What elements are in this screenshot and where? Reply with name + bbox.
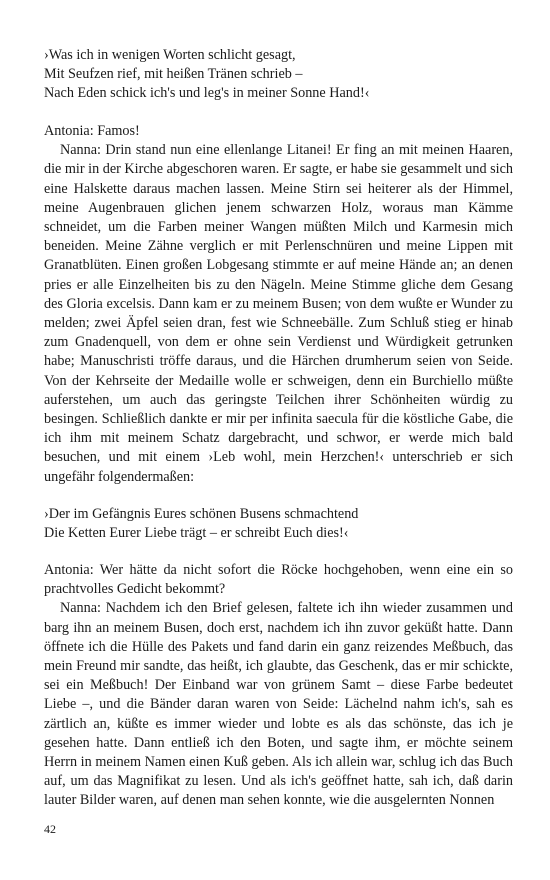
- verse-quote: [44, 505, 514, 543]
- paragraph-nanna: Nanna: Nachdem ich den Brief gelesen, faltete ich ihn wieder zusammen und barg ihn an meinem Busen, doch erst, nachdem ich ihn zuvor geküßt hatte. Dann öffnete ich die Hülle des Pakets und fand darin ein ganz reizendes Meßbuch, das mein Freund mir sandte, das heißt, ich glaubte, das Geschenk, das er mir schickte, sei ein Meßbuch! Der Einband war von grünem Samt – diese Farbe bedeutet Liebe –, und die Bänder daran waren von Seide: Lächelnd nahm ich's, sah es zärtlich an, küßte es immer wieder und lobte es als das schönste, das ich je gesehen hatte. Dann entließ ich den Boten, und sagte ihm, er möchte seinem Herrn in meinem Namen einen Kuß geben. Als ich allein war, schlug ich das Buch auf, um das Magnifikat zu lesen. Und als ich's geöffnet hatte, sah ich, daß darin lauter Bilder waren, auf denen man sehen konnte, wie die ausgelernten Nonnen: [44, 600, 513, 809]
- verse-line: Nach Eden schick ich's und leg's in meiner Sonne Hand!‹: [44, 85, 370, 102]
- dialogue-block: [44, 561, 513, 811]
- paragraph-nanna: Nanna: Drin stand nun eine ellenlange Litanei! Er fing an mit meinen Haaren, die mir in der Kirche abgeschoren waren. Er sagte, er habe sie gesammelt und sich eine Halskette daraus machen lassen. Meine Stirn sei heiterer als der Himmel, meine Augenbrauen glichen jenem schwarzen Holz, woraus man Kämme schneidet, um die Farben meiner Wangen müßten Milch und Karmesin mich beneiden. Meine Zähne verglich er mit Perlenschnüren und meine Lippen mit Granatblüten. Einen großen Lobgesang stimmte er auf meine Hände an; an denen pries er alle Einzelheiten bis zu den Nägeln. Meine Stimme gliche dem Gesang des Gloria excelsis. Dann kam er zu meinem Busen; von dem wußte er Wunder zu melden; zwei Äpfel seien dran, fest wie Schneebälle. Zum Schluß stieg er hinab zum Gnadenquell, von dem er ohne sein Verdienst und Würdigkeit getrunken habe; Manuschristi tröffe daraus, und die Härchen drumherum seien von Seide. Von der Kehrseite der Medaille wolle er schweigen, denn ein Burchiello müßte auferstehen, um auch das geringste Teilchen ihrer Schönheiten würdig zu besingen. Schließlich dankte er mir per infinita saecula für die köstliche Gabe, die ich ihm mit meinem Schatz dargebracht, und schwor, er werde mich bald besuchen, und mit einem ›Leb wohl, mein Herzchen!‹ unterschrieb er sich ungefähr folgendermaßen:: [44, 142, 513, 485]
- verse-quote: [44, 46, 514, 104]
- verse-line: ›Der im Gefängnis Eures schönen Busens schmachtend: [44, 506, 359, 522]
- dialogue-block: [44, 122, 513, 487]
- verse-line: ›Was ich in wenigen Worten schlicht gesagt,: [44, 47, 296, 63]
- page-number: 42: [44, 822, 56, 836]
- paragraph-antonia: Antonia: Wer hätte da nicht sofort die Röcke hochgehoben, wenn eine ein so prachtvolles Gedicht bekommt?: [44, 562, 513, 598]
- verse-line: Die Ketten Eurer Liebe trägt – er schreibt Euch dies!‹: [44, 525, 349, 542]
- paragraph-antonia: Antonia: Famos!: [44, 123, 140, 139]
- verse-line: Mit Seufzen rief, mit heißen Tränen schrieb –: [44, 66, 303, 83]
